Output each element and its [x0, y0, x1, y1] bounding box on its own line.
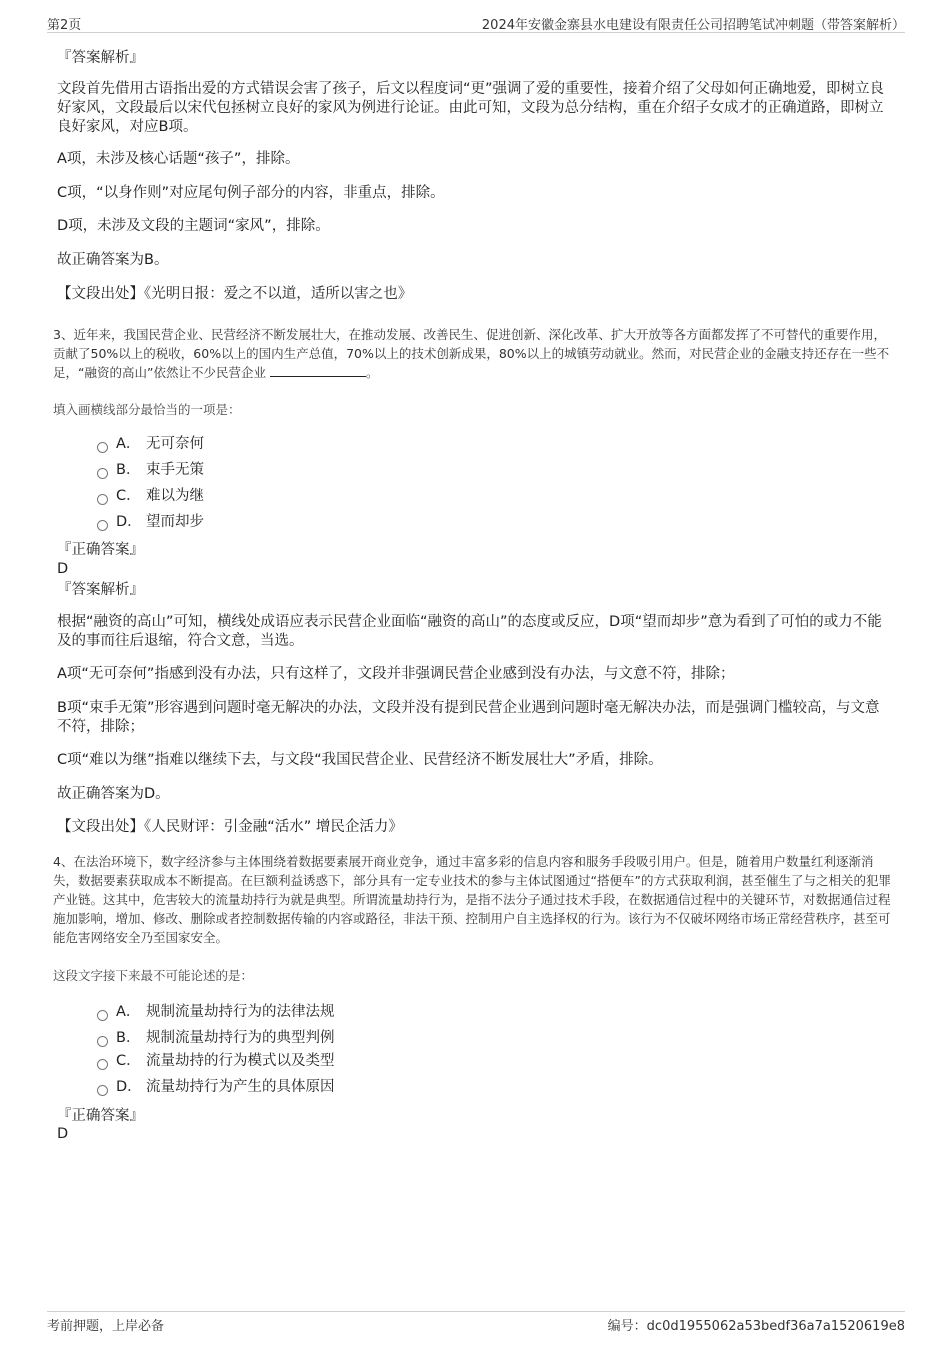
q3-option-d[interactable]: D． 望而却步 [97, 512, 204, 532]
q2-source: 【文段出处】《光明日报：爱之不以道，适所以害之也》 [57, 286, 413, 302]
radio-icon[interactable] [97, 1085, 108, 1096]
q4-option-d[interactable]: D． 流量劫持行为产生的具体原因 [97, 1077, 335, 1097]
q4-answer-label: 『正确答案』 [57, 1108, 144, 1124]
q4-option-b[interactable]: B． 规制流量劫持行为的典型判例 [97, 1028, 335, 1048]
q3-blank [270, 364, 366, 377]
q2-analysis-p5: 故正确答案为B。 [57, 252, 169, 268]
q3-analysis-p5: 故正确答案为D。 [57, 786, 170, 802]
q3-source: 【文段出处】《人民财评：引金融“活水” 增民企活力》 [57, 819, 403, 835]
footer-slogan: 考前押题，上岸必备 [47, 1319, 165, 1334]
q4-option-c[interactable]: C． 流量劫持的行为模式以及类型 [97, 1051, 335, 1071]
q3-stem [53, 325, 895, 382]
q3-analysis-p3: B项“束手无策”形容遇到问题时毫无解决的办法，文段并没有提到民营企业遇到问题时毫无解决办法，而是强调门槛较高，与文意不符，排除； [57, 700, 880, 735]
q2-analysis-p2: A项，未涉及核心话题“孩子”，排除。 [57, 151, 300, 167]
q2-analysis-p1: 文段首先借用古语指出爱的方式错误会害了孩子，后文以程度词“更”强调了爱的重要性，接着介绍了父母如何正确地爱，即树立良好家风，文段最后以宋代包拯树立良好的家风为例进行论证。由此可知，文段为总分结构，重在介绍子女成才的正确道路，即树立良好家风，对应B项。 [57, 81, 885, 135]
q3-stem-end: 。 [365, 365, 379, 380]
q3-stem-text: 3、近年来，我国民营企业、民营经济不断发展壮大，在推动发展、改善民生、促进创新、深化改革、扩大开放等各方面都发挥了不可替代的重要作用，贡献了50%以上的税收，60%以上的国内生产总值，70%以上的技术创新成果，80%以上的城镇劳动就业。然而，对民营企业的金融支持还存在一些不足，“融资的高山”依然让不少民营企业 [53, 327, 890, 380]
q3-option-c[interactable]: C． 难以为继 [97, 486, 204, 506]
q4-stem: 4、在法治环境下，数字经济参与主体围绕着数据要素展开商业竞争，通过丰富多彩的信息内容和服务手段吸引用户。但是，随着用户数量红利逐渐消失，数据要素获取成本不断提高。在巨额利益诱惑下，部分具有一定专业技术的参与主体试图通过“搭便车”的方式获取利润，甚至催生了与之相关的犯罪产业链。这其中，危害较大的流量劫持行为就是典型。所谓流量劫持行为，是指不法分子通过技术手段，在数据通信过程中的关键环节，对数据通信过程施加影响，增加、修改、删除或者控制数据传输的内容或路径，非法干预、控制用户自主选择权的行为。该行为不仅破坏网络市场正常经营秩序，甚至可能危害网络安全乃至国家安全。 [53, 854, 891, 945]
radio-icon[interactable] [97, 442, 108, 453]
footer-serial: 编号：dc0d1955062a53bedf36a7a1520619e8 [607, 1319, 905, 1334]
q2-analysis-p3: C项，“以身作则”对应尾句例子部分的内容，非重点，排除。 [57, 185, 445, 201]
q3-analysis-p4: C项“难以为继”指难以继续下去，与文段“我国民营企业、民营经济不断发展壮大”矛盾，排除。 [57, 752, 663, 768]
q3-ask: 填入画横线部分最恰当的一项是： [53, 402, 241, 417]
q3-answer-label: 『正确答案』 [57, 542, 144, 558]
q3-analysis-p2: A项“无可奈何”指感到没有办法，只有这样了，文段并非强调民营企业感到没有办法，与文意不符，排除； [57, 666, 735, 682]
q3-option-b[interactable]: B． 束手无策 [97, 460, 204, 480]
q2-analysis-p4: D项，未涉及文段的主题词“家风”，排除。 [57, 218, 330, 234]
page-footer [47, 1311, 905, 1336]
q3-analysis-p1: 根据“融资的高山”可知，横线处成语应表示民营企业面临“融资的高山”的态度或反应，D项“望而却步”意为看到了可怕的或力不能及的事而往后退缩，符合文意，当选。 [57, 614, 882, 649]
radio-icon[interactable] [97, 1059, 108, 1070]
q3-answer: D [57, 561, 69, 577]
radio-icon[interactable] [97, 520, 108, 531]
q4-answer: D [57, 1126, 69, 1142]
radio-icon[interactable] [97, 468, 108, 479]
document-title: 2024年安徽金寨县水电建设有限责任公司招聘笔试冲刺题（带答案解析） [481, 18, 905, 33]
page-number: 第2页 [47, 18, 82, 33]
q3-option-a[interactable]: A． 无可奈何 [97, 434, 204, 454]
radio-icon[interactable] [97, 1010, 108, 1021]
radio-icon[interactable] [97, 1036, 108, 1047]
q4-option-a[interactable]: A． 规制流量劫持行为的法律法规 [97, 1002, 335, 1022]
page-header [47, 12, 905, 33]
q3-analysis-label: 『答案解析』 [57, 582, 144, 598]
radio-icon[interactable] [97, 494, 108, 505]
q2-analysis-label: 『答案解析』 [57, 50, 144, 66]
q4-ask: 这段文字接下来最不可能论述的是： [53, 968, 254, 983]
